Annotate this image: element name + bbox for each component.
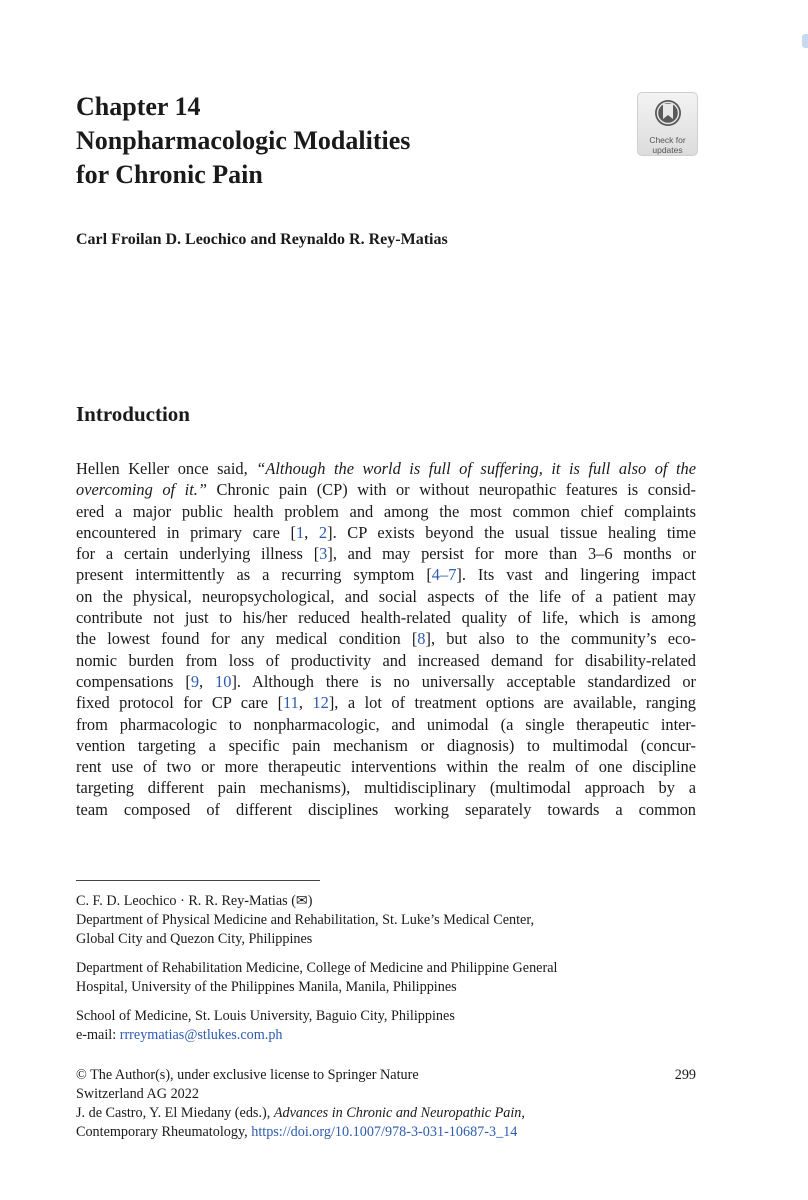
affiliation-block bbox=[76, 959, 696, 997]
text-run: ], and may persist for more than 3–6 months or bbox=[327, 544, 696, 564]
text-run: ]. Although there is no universally acceptable standardized or bbox=[231, 671, 696, 691]
body-line bbox=[76, 564, 696, 585]
quote-text: overcoming of it.” bbox=[76, 480, 207, 500]
text-run: the lowest found for any medical condition [ bbox=[76, 629, 418, 649]
citation-link[interactable]: 3 bbox=[319, 544, 328, 564]
affiliation-text: School of Medicine, St. Louis University, Baguio City, Philippines bbox=[76, 1008, 455, 1024]
body-line bbox=[76, 628, 696, 649]
body-line: targeting different pain mechanisms), multidisciplinary (multimodal approach by a bbox=[76, 778, 696, 798]
text-run: fixed protocol for CP care [ bbox=[76, 693, 284, 713]
affiliation-block bbox=[76, 892, 696, 949]
citation-link[interactable]: 4–7 bbox=[431, 565, 457, 585]
citation-text: Contemporary Rheumatology, bbox=[76, 1124, 252, 1140]
affiliation-text: Global City and Quezon City, Philippines bbox=[76, 931, 313, 947]
body-paragraph bbox=[76, 458, 696, 820]
citation-link[interactable]: 9 bbox=[190, 671, 200, 691]
citation-link[interactable]: 10 bbox=[215, 671, 232, 691]
affiliation-text: Hospital, University of the Philippines Manila, Manila, Philippines bbox=[76, 979, 457, 995]
body-line: nomic burden from loss of productivity and increased demand for disability-related bbox=[76, 650, 696, 670]
author-affiliations bbox=[76, 892, 696, 1055]
author-names: C. F. D. Leochico · R. R. Rey-Matias (✉) bbox=[76, 893, 313, 909]
body-line bbox=[76, 458, 696, 479]
text-run: compensations [ bbox=[76, 671, 191, 691]
text-run: ], a lot of treatment options are available, ranging bbox=[328, 693, 696, 713]
copyright-block bbox=[76, 1066, 696, 1142]
chapter-title-line-1: Nonpharmacologic Modalities bbox=[76, 126, 411, 155]
chapter-header bbox=[76, 90, 410, 192]
text-run: for a certain underlying illness [ bbox=[76, 544, 320, 564]
book-title: Advances in Chronic and Neuropathic Pain bbox=[273, 1105, 522, 1121]
citation-link[interactable]: 8 bbox=[417, 629, 426, 649]
footnote-divider bbox=[76, 880, 320, 881]
page-number: 299 bbox=[674, 1067, 696, 1083]
text-run: ]. CP exists beyond the usual tissue healing time bbox=[327, 522, 697, 542]
body-line: rent use of two or more therapeutic interventions within the realm of one discipline bbox=[76, 757, 696, 777]
citation-link[interactable]: 11 bbox=[283, 693, 299, 713]
body-line: from pharmacologic to nonpharmacologic, and unimodal (a single therapeutic inter- bbox=[76, 714, 696, 734]
chapter-title-line-2: for Chronic Pain bbox=[76, 160, 263, 189]
body-line bbox=[76, 543, 696, 564]
citation-text: , bbox=[521, 1105, 525, 1121]
body-line: team composed of different disciplines working separately towards a common bbox=[76, 799, 696, 819]
citation-text: J. de Castro, Y. El Miedany (eds.), bbox=[76, 1105, 274, 1121]
body-line: vention targeting a specific pain mechanism or diagnosis) to multimodal (concur- bbox=[76, 735, 696, 755]
text-run: ]. Its vast and lingering impact bbox=[456, 565, 696, 585]
citation-link[interactable]: 1 bbox=[295, 522, 305, 542]
copyright-text: © The Author(s), under exclusive license to Springer Nature bbox=[76, 1067, 419, 1083]
body-line: fixed protocol for CP care [11, 12], a lot of treatment options are available, ranging bbox=[76, 693, 696, 713]
body-line: ered a major public health problem and among the most common chief complaints bbox=[76, 501, 696, 521]
section-heading-introduction: Introduction bbox=[76, 402, 190, 426]
citation-link[interactable]: 2 bbox=[318, 522, 328, 542]
doi-link[interactable]: https://doi.org/10.1007/978-3-031-10687-3_14 bbox=[251, 1124, 518, 1140]
affiliation-text: Department of Rehabilitation Medicine, College of Medicine and Philippine General bbox=[76, 960, 558, 976]
chapter-label: Chapter 14 bbox=[76, 92, 201, 121]
citation-link[interactable]: 12 bbox=[312, 693, 329, 713]
text-run: ], but also to the community’s eco- bbox=[425, 629, 696, 649]
body-line bbox=[76, 479, 696, 500]
badge-text-line-2: updates bbox=[652, 145, 683, 155]
text-run: Hellen Keller once said, bbox=[76, 459, 257, 478]
copyright-text: Switzerland AG 2022 bbox=[76, 1086, 199, 1102]
email-label: e-mail: bbox=[76, 1027, 120, 1043]
affiliation-text: Department of Physical Medicine and Rehabilitation, St. Luke’s Medical Center, bbox=[76, 912, 535, 928]
body-line: compensations [9, 10]. Although there is no universally acceptable standardized or bbox=[76, 671, 696, 691]
quote-text: “Although the world is full of suffering, it is full also of the bbox=[256, 459, 696, 478]
body-line: contribute not just to his/her reduced health-related quality of life, which is among bbox=[76, 608, 696, 628]
body-line: on the physical, neuropsychological, and social aspects of the life of a patient may bbox=[76, 586, 696, 606]
check-for-updates-badge[interactable] bbox=[637, 92, 698, 156]
text-run: encountered in primary care [ bbox=[76, 522, 296, 542]
affiliation-block bbox=[76, 1007, 696, 1045]
text-run: Chronic pain (CP) with or without neuropathic features is consid- bbox=[206, 480, 696, 500]
authors: Carl Froilan D. Leochico and Reynaldo R. Rey-Matias bbox=[76, 231, 448, 248]
badge-text-line-1: Check for bbox=[649, 135, 686, 145]
text-run: present intermittently as a recurring symptom [ bbox=[76, 565, 432, 585]
check-updates-icon bbox=[653, 98, 683, 130]
body-line: encountered in primary care [1, 2]. CP exists beyond the usual tissue healing time bbox=[76, 522, 697, 542]
scrollbar-thumb[interactable] bbox=[802, 34, 808, 48]
email-link[interactable]: rrreymatias@stlukes.com.ph bbox=[119, 1027, 283, 1043]
